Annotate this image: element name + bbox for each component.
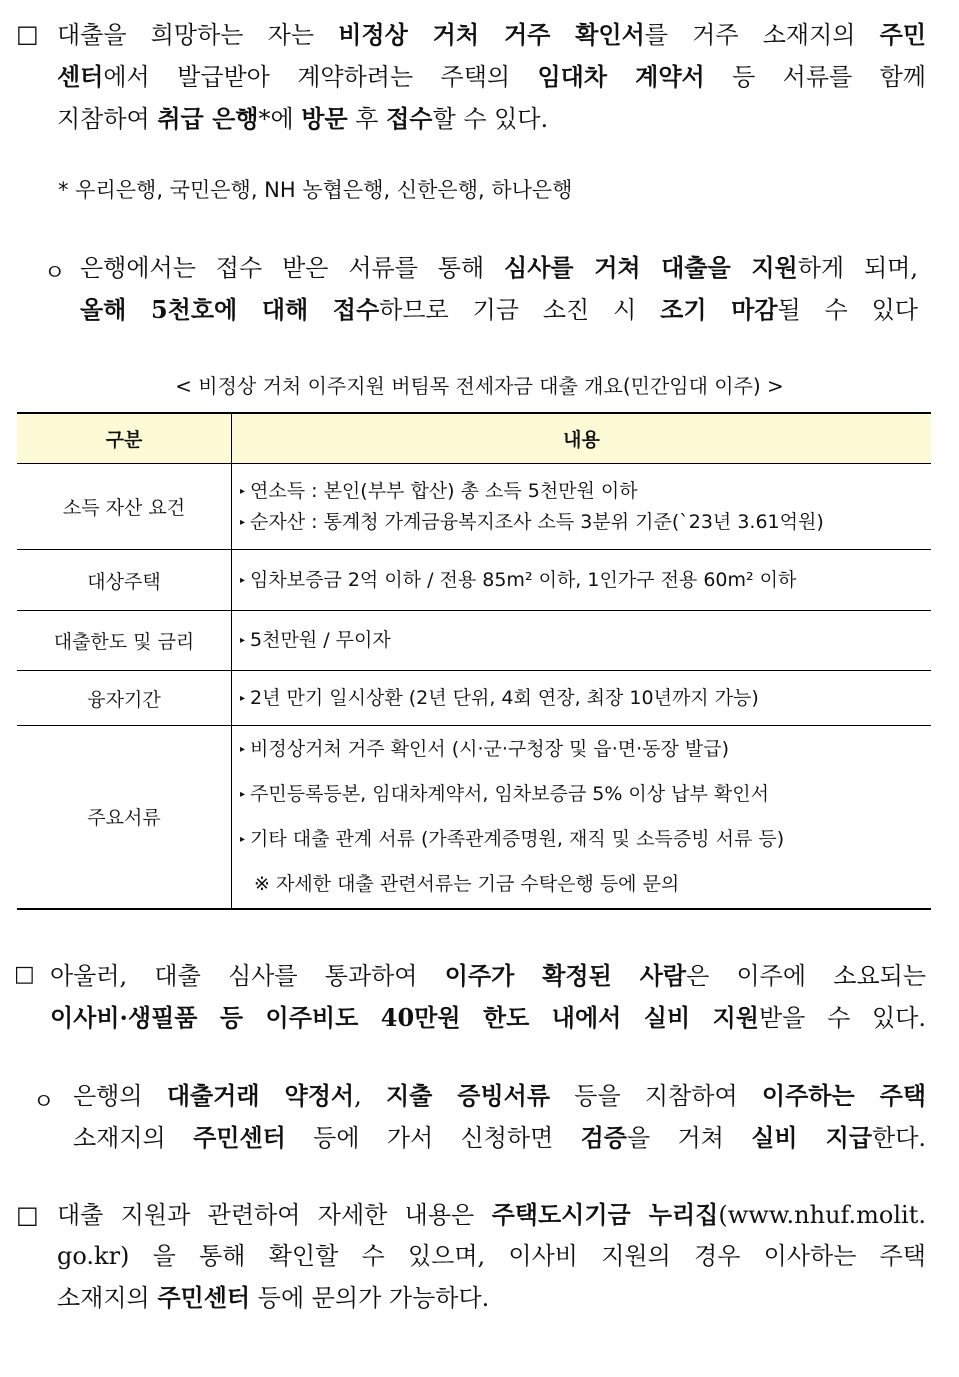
row-content bbox=[232, 611, 932, 671]
row-item: ▸ 순자산 : 통계청 가계금융복지조사 소득 3분위 기준(`23년 3.61억원) bbox=[240, 510, 824, 533]
row-item: ▸ 임차보증금 2억 이하 / 전용 85m² 이하, 1인가구 전용 60m² 이하 bbox=[240, 568, 797, 591]
paragraph-application bbox=[57, 14, 926, 140]
bullet-icon: ▸ bbox=[240, 485, 246, 497]
box-bullet-2: □ bbox=[14, 962, 35, 987]
table-caption: < 비정상 거처 이주지원 버팀목 전세자금 대출 개요(민간임대 이주) > bbox=[175, 374, 784, 398]
bullet-icon: ▸ bbox=[240, 834, 246, 846]
bullet-icon: ▸ bbox=[240, 692, 246, 704]
box-bullet-3: □ bbox=[16, 1201, 39, 1229]
table-row bbox=[17, 671, 931, 726]
row-label: 소득 자산 요건 bbox=[17, 464, 232, 550]
paragraph-line: 대출 지원과 관련하여 자세한 내용은 주택도시기금 누리집(www.nhuf.molit. bbox=[57, 1200, 927, 1229]
row-content bbox=[232, 464, 932, 550]
paragraph-line: 아울러, 대출 심사를 통과하여 이주가 확정된 사람은 이주에 소요되는 bbox=[50, 961, 927, 990]
row-content bbox=[232, 726, 932, 909]
paragraph-line: 소재지의 주민센터 등에 가서 신청하면 검증을 거쳐 실비 지급한다. bbox=[73, 1123, 927, 1152]
reference-mark-icon: ※ bbox=[254, 873, 270, 896]
row-item: ▸ 주민등록등본, 임대차계약서, 임차보증금 5% 이상 납부 확인서 bbox=[240, 783, 769, 806]
row-item: ▸ 기타 대출 관계 서류 (가족관계증명원, 재직 및 소득증빙 서류 등) bbox=[240, 828, 785, 851]
table-row bbox=[17, 550, 931, 611]
bullet-icon: ▸ bbox=[240, 789, 246, 801]
table-row bbox=[17, 464, 931, 550]
paragraph-cost-claim bbox=[73, 1075, 926, 1159]
box-bullet-1: □ bbox=[16, 20, 39, 48]
row-item: ▸ 2년 만기 일시상환 (2년 단위, 4회 연장, 최장 10년까지 가능) bbox=[240, 686, 759, 709]
paragraph-line: 소재지의 주민센터 등에 문의가 가능하다. bbox=[57, 1283, 490, 1312]
paragraph-more-info bbox=[57, 1194, 926, 1319]
row-label: 대출한도 및 금리 bbox=[17, 611, 232, 671]
table-row bbox=[17, 611, 931, 671]
row-label: 융자기간 bbox=[17, 671, 232, 726]
table-row bbox=[17, 726, 931, 909]
paragraph-screening bbox=[80, 247, 918, 331]
row-item: ▸ 5천만원 / 무이자 bbox=[240, 629, 391, 651]
paragraph-line: 이사비·생필품 등 이주비도 40만원 한도 내에서 실비 지원받을 수 있다. bbox=[50, 1003, 926, 1032]
paragraph-line: 은행에서는 접수 받은 서류를 통해 심사를 거쳐 대출을 지원하게 되며, bbox=[80, 253, 918, 282]
row-content bbox=[232, 550, 932, 611]
bullet-icon: ▸ bbox=[240, 744, 246, 756]
row-content bbox=[232, 671, 932, 726]
bullet-icon: ▸ bbox=[240, 635, 246, 646]
bullet-icon: ▸ bbox=[240, 516, 246, 528]
circle-bullet-1: ㅇ bbox=[44, 261, 66, 286]
bullet-icon: ▸ bbox=[240, 574, 246, 586]
paragraph-line: 대출을 희망하는 자는 비정상 거처 거주 확인서를 거주 소재지의 주민 bbox=[57, 20, 927, 49]
row-item: ▸ 비정상거처 거주 확인서 (시·군·구청장 및 읍·면·동장 발급) bbox=[240, 738, 730, 761]
row-item: ▸ 연소득 : 본인(부부 합산) 총 소득 5천만원 이하 bbox=[240, 479, 638, 502]
row-label: 대상주택 bbox=[17, 550, 232, 611]
paragraph-line: 지참하여 취급 은행*에 방문 후 접수할 수 있다. bbox=[57, 104, 549, 133]
paragraph-relocation-cost bbox=[50, 955, 926, 1039]
header-category: 구분 bbox=[17, 413, 232, 464]
paragraph-line: 센터에서 발급받아 계약하려는 주택의 임대차 계약서 등 서류를 함께 bbox=[57, 62, 926, 91]
circle-bullet-2: ㅇ bbox=[33, 1090, 55, 1115]
row-label: 주요서류 bbox=[17, 726, 232, 909]
loan-overview-table bbox=[17, 412, 931, 910]
paragraph-line: 은행의 대출거래 약정서, 지출 증빙서류 등을 지참하여 이주하는 주택 bbox=[73, 1081, 927, 1110]
table-header-row bbox=[17, 413, 931, 464]
header-content: 내용 bbox=[232, 413, 932, 464]
reference-note: ※ 자세한 대출 관련서류는 기금 수탁은행 등에 문의 bbox=[254, 873, 680, 896]
paragraph-line: 올해 5천호에 대해 접수하므로 기금 소진 시 조기 마감될 수 있다 bbox=[80, 295, 918, 324]
paragraph-line: go.kr) 을 통해 확인할 수 있으며, 이사비 지원의 경우 이사하는 주택 bbox=[57, 1242, 926, 1270]
bank-list-note: * 우리은행, 국민은행, NH 농협은행, 신한은행, 하나은행 bbox=[58, 178, 573, 202]
